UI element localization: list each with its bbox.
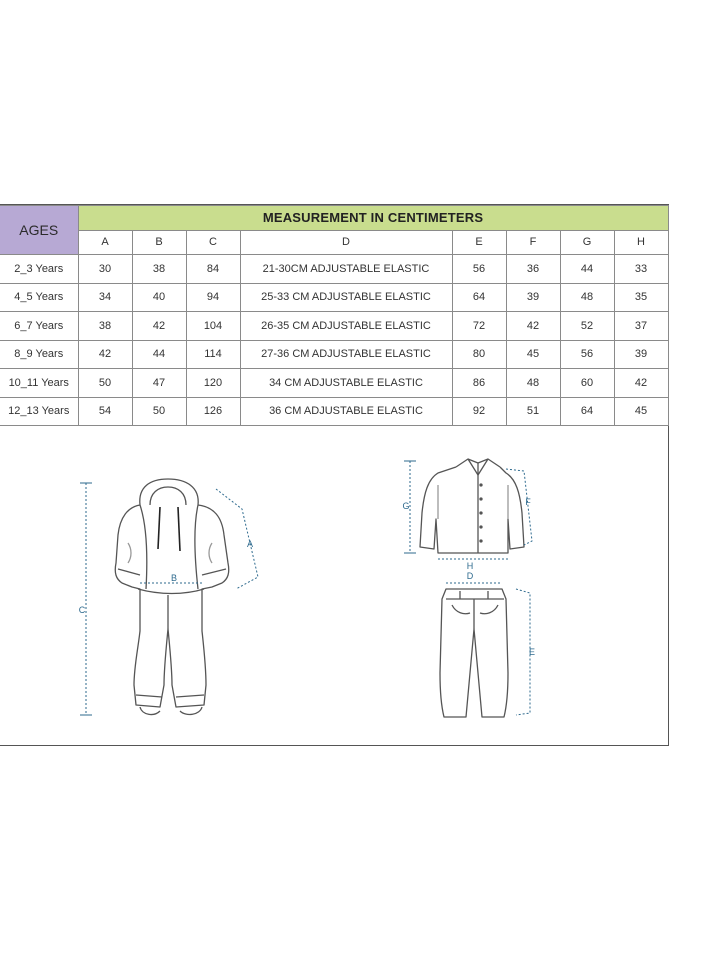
value-cell-d: 21-30CM ADJUSTABLE ELASTIC: [240, 255, 452, 284]
age-cell: 4_5 Years: [0, 283, 78, 312]
value-cell-h: 42: [614, 369, 668, 398]
onesie-measure-lines: [80, 483, 258, 715]
onesie-label-b: B: [170, 573, 178, 583]
pants-label-e: E: [528, 647, 536, 657]
shirt-label-h: H: [466, 561, 474, 571]
value-cell-f: 45: [506, 340, 560, 369]
value-cell-a: 30: [78, 255, 132, 284]
size-chart: [0, 204, 669, 746]
value-cell-b: 47: [132, 369, 186, 398]
table-row: [0, 340, 668, 369]
value-cell-b: 44: [132, 340, 186, 369]
table-row: [0, 283, 668, 312]
value-cell-h: 39: [614, 340, 668, 369]
measurement-header: MEASUREMENT IN CENTIMETERS: [78, 206, 668, 231]
onesie-illustration: [115, 479, 229, 714]
age-cell: 8_9 Years: [0, 340, 78, 369]
value-cell-b: 38: [132, 255, 186, 284]
ages-header: AGES: [0, 206, 78, 255]
value-cell-c: 126: [186, 397, 240, 426]
value-cell-e: 56: [452, 255, 506, 284]
column-header-g: G: [560, 230, 614, 255]
value-cell-c: 104: [186, 312, 240, 341]
column-header-f: F: [506, 230, 560, 255]
value-cell-a: 42: [78, 340, 132, 369]
age-cell: 6_7 Years: [0, 312, 78, 341]
pants-illustration: [440, 589, 508, 717]
pants-label-d: D: [466, 571, 474, 581]
column-header-b: B: [132, 230, 186, 255]
value-cell-f: 39: [506, 283, 560, 312]
column-header-c: C: [186, 230, 240, 255]
shirt-measure-lines: [404, 461, 532, 559]
value-cell-h: 45: [614, 397, 668, 426]
value-cell-h: 35: [614, 283, 668, 312]
value-cell-g: 64: [560, 397, 614, 426]
value-cell-g: 44: [560, 255, 614, 284]
age-cell: 10_11 Years: [0, 369, 78, 398]
value-cell-g: 56: [560, 340, 614, 369]
shirt-illustration: [420, 459, 524, 553]
value-cell-f: 42: [506, 312, 560, 341]
value-cell-d: 25-33 CM ADJUSTABLE ELASTIC: [240, 283, 452, 312]
shirt-label-g: G: [402, 501, 410, 511]
value-cell-b: 50: [132, 397, 186, 426]
value-cell-f: 36: [506, 255, 560, 284]
value-cell-f: 48: [506, 369, 560, 398]
value-cell-e: 72: [452, 312, 506, 341]
garment-diagram-svg: [0, 423, 668, 745]
onesie-label-a: A: [246, 539, 254, 549]
table-row: [0, 397, 668, 426]
value-cell-f: 51: [506, 397, 560, 426]
value-cell-h: 33: [614, 255, 668, 284]
column-header-h: H: [614, 230, 668, 255]
value-cell-e: 92: [452, 397, 506, 426]
table-row: [0, 312, 668, 341]
table-row: [0, 255, 668, 284]
value-cell-b: 40: [132, 283, 186, 312]
age-cell: 12_13 Years: [0, 397, 78, 426]
value-cell-g: 52: [560, 312, 614, 341]
column-header-d: D: [240, 230, 452, 255]
value-cell-d: 34 CM ADJUSTABLE ELASTIC: [240, 369, 452, 398]
value-cell-a: 38: [78, 312, 132, 341]
shirt-label-f: F: [525, 497, 531, 507]
value-cell-g: 60: [560, 369, 614, 398]
age-cell: 2_3 Years: [0, 255, 78, 284]
value-cell-c: 120: [186, 369, 240, 398]
column-header-a: A: [78, 230, 132, 255]
value-cell-d: 36 CM ADJUSTABLE ELASTIC: [240, 397, 452, 426]
pants-measure-lines: [446, 583, 530, 715]
value-cell-a: 34: [78, 283, 132, 312]
value-cell-e: 86: [452, 369, 506, 398]
garment-diagram: [0, 423, 668, 745]
value-cell-h: 37: [614, 312, 668, 341]
table-row: [0, 369, 668, 398]
value-cell-b: 42: [132, 312, 186, 341]
value-cell-c: 114: [186, 340, 240, 369]
size-table: [0, 205, 669, 426]
value-cell-a: 54: [78, 397, 132, 426]
onesie-label-c: C: [78, 605, 86, 615]
value-cell-a: 50: [78, 369, 132, 398]
value-cell-c: 84: [186, 255, 240, 284]
value-cell-d: 27-36 CM ADJUSTABLE ELASTIC: [240, 340, 452, 369]
value-cell-c: 94: [186, 283, 240, 312]
value-cell-d: 26-35 CM ADJUSTABLE ELASTIC: [240, 312, 452, 341]
value-cell-e: 64: [452, 283, 506, 312]
value-cell-g: 48: [560, 283, 614, 312]
column-header-e: E: [452, 230, 506, 255]
value-cell-e: 80: [452, 340, 506, 369]
